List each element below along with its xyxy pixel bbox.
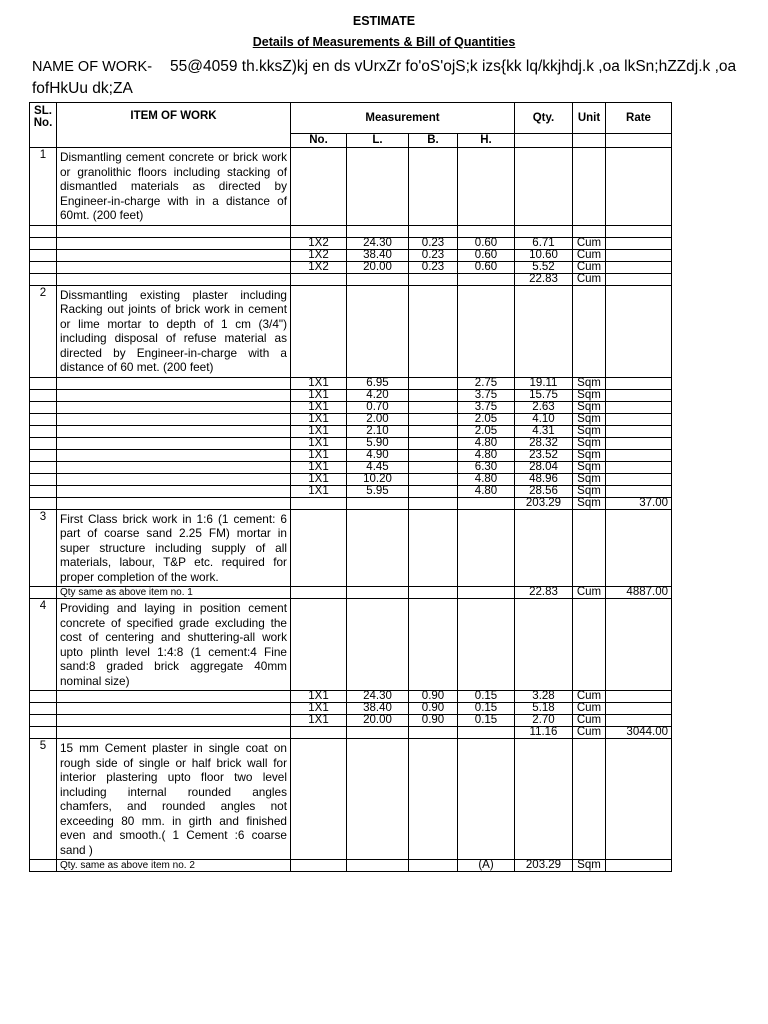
sl-cell: [30, 497, 57, 509]
cell-no: 1X1: [291, 461, 347, 473]
cell-no: 1X1: [291, 389, 347, 401]
empty-cell: [291, 509, 347, 587]
item-cell: [57, 225, 291, 237]
sl-cell: [30, 727, 57, 739]
cell-unit: Cum: [573, 727, 606, 739]
cell-l: 4.90: [347, 449, 409, 461]
cell-b: [409, 225, 458, 237]
measurement-row: [30, 727, 672, 739]
cell-no: 1X1: [291, 449, 347, 461]
cell-rate: [606, 437, 672, 449]
cell-no: [291, 587, 347, 599]
cell-no: [291, 225, 347, 237]
sl-cell: [30, 461, 57, 473]
measurement-row: [30, 413, 672, 425]
cell-h: 2.75: [458, 377, 515, 389]
cell-b: [409, 425, 458, 437]
col-rate: Rate: [606, 103, 672, 134]
cell-b: [409, 485, 458, 497]
cell-b: 0.23: [409, 237, 458, 249]
sl-cell: [30, 377, 57, 389]
measurement-row: [30, 587, 672, 599]
item-cell: [57, 485, 291, 497]
cell-no: 1X1: [291, 425, 347, 437]
cell-b: [409, 473, 458, 485]
cell-l: 24.30: [347, 691, 409, 703]
cell-no: 1X1: [291, 473, 347, 485]
empty-cell: [291, 148, 347, 226]
cell-qty: 5.18: [515, 703, 573, 715]
cell-b: [409, 497, 458, 509]
cell-b: 0.90: [409, 715, 458, 727]
empty-cell: [515, 148, 573, 226]
cell-unit: Cum: [573, 237, 606, 249]
item-sl-no: 2: [30, 285, 57, 377]
cell-no: 1X1: [291, 703, 347, 715]
cell-no: 1X1: [291, 691, 347, 703]
empty-cell: [458, 148, 515, 226]
cell-l: 2.10: [347, 425, 409, 437]
measurement-row: [30, 225, 672, 237]
sl-cell: [30, 437, 57, 449]
empty-cell: [606, 599, 672, 691]
sl-cell: [30, 273, 57, 285]
cell-no: 1X1: [291, 377, 347, 389]
cell-qty: 203.29: [515, 860, 573, 872]
measurement-row: [30, 261, 672, 273]
empty-cell: [606, 739, 672, 860]
name-of-work-value: 55@4059 th.kksZ)kj en ds vUrxZr fo'oS'ojS;k izs{kk lq/kkjhdj.k ,oa lkSn;hZZdj.k ,oa fofHkUu dk;ZA: [32, 58, 737, 97]
cell-rate: [606, 237, 672, 249]
measurement-row: [30, 377, 672, 389]
estimate-table: [29, 102, 672, 872]
col-sl: SL. No.: [30, 103, 57, 148]
item-cell: [57, 461, 291, 473]
cell-h: 0.15: [458, 715, 515, 727]
cell-b: 0.23: [409, 249, 458, 261]
cell-qty: 19.11: [515, 377, 573, 389]
item-cell: [57, 249, 291, 261]
col-rate-sub: [606, 134, 672, 148]
cell-unit: Sqm: [573, 401, 606, 413]
cell-qty: 22.83: [515, 587, 573, 599]
measurement-row: [30, 473, 672, 485]
cell-b: [409, 401, 458, 413]
sl-cell: [30, 237, 57, 249]
cell-h: 2.05: [458, 425, 515, 437]
cell-rate: [606, 413, 672, 425]
cell-l: [347, 497, 409, 509]
cell-b: [409, 461, 458, 473]
page-subtitle: Details of Measurements & Bill of Quantities: [252, 35, 516, 49]
measurement-row: [30, 401, 672, 413]
cell-no: 1X2: [291, 261, 347, 273]
cell-unit: Sqm: [573, 425, 606, 437]
sl-cell: [30, 389, 57, 401]
cell-qty: 23.52: [515, 449, 573, 461]
item-sl-no: 4: [30, 599, 57, 691]
cell-l: 38.40: [347, 249, 409, 261]
sl-cell: [30, 485, 57, 497]
measurement-row: [30, 389, 672, 401]
cell-l: 10.20: [347, 473, 409, 485]
cell-qty: 5.52: [515, 261, 573, 273]
cell-unit: Cum: [573, 249, 606, 261]
cell-qty: 28.04: [515, 461, 573, 473]
cell-h: [458, 587, 515, 599]
sl-cell: [30, 860, 57, 872]
cell-rate: [606, 425, 672, 437]
sl-cell: [30, 401, 57, 413]
cell-l: [347, 273, 409, 285]
cell-l: 24.30: [347, 237, 409, 249]
cell-h: 0.60: [458, 249, 515, 261]
cell-b: 0.90: [409, 703, 458, 715]
cell-no: 1X1: [291, 401, 347, 413]
cell-qty: 10.60: [515, 249, 573, 261]
cell-l: 4.20: [347, 389, 409, 401]
cell-b: [409, 389, 458, 401]
empty-cell: [347, 739, 409, 860]
cell-unit: Cum: [573, 261, 606, 273]
item-sl-no: 1: [30, 148, 57, 226]
empty-cell: [458, 285, 515, 377]
cell-h: [458, 273, 515, 285]
empty-cell: [515, 739, 573, 860]
col-unit: Unit: [573, 103, 606, 134]
item-sl-no: 3: [30, 509, 57, 587]
empty-cell: [291, 285, 347, 377]
sl-cell: [30, 249, 57, 261]
item-cell: [57, 437, 291, 449]
item-row: [30, 509, 672, 587]
cell-qty: 203.29: [515, 497, 573, 509]
item-cell: [57, 425, 291, 437]
cell-h: 6.30: [458, 461, 515, 473]
cell-l: 5.90: [347, 437, 409, 449]
cell-rate: [606, 377, 672, 389]
cell-rate: [606, 449, 672, 461]
measurement-row: [30, 497, 672, 509]
item-description: Dismantling cement concrete or brick work or granolithic floors including stacking of dismantled materials as directed by Engineer-in-charge with in a distance of 60mt. (200 feet): [57, 148, 291, 226]
cell-l: 6.95: [347, 377, 409, 389]
empty-cell: [409, 285, 458, 377]
cell-rate: [606, 860, 672, 872]
col-unit-sub: [573, 134, 606, 148]
cell-l: [347, 727, 409, 739]
measurement-row: [30, 249, 672, 261]
cell-rate: [606, 273, 672, 285]
item-cell: [57, 273, 291, 285]
empty-cell: [347, 599, 409, 691]
name-of-work: [32, 56, 742, 100]
cell-unit: Sqm: [573, 485, 606, 497]
empty-cell: [606, 148, 672, 226]
item-note: Qty same as above item no. 1: [57, 587, 291, 599]
item-cell: [57, 377, 291, 389]
cell-no: [291, 497, 347, 509]
measurement-row: [30, 437, 672, 449]
sl-cell: [30, 425, 57, 437]
sl-cell: [30, 715, 57, 727]
cell-h: 0.60: [458, 261, 515, 273]
cell-no: 1X1: [291, 715, 347, 727]
cell-h: [458, 727, 515, 739]
col-h: H.: [458, 134, 515, 148]
sl-cell: [30, 587, 57, 599]
cell-qty: 11.16: [515, 727, 573, 739]
empty-cell: [573, 148, 606, 226]
cell-unit: Sqm: [573, 389, 606, 401]
col-l: L.: [347, 134, 409, 148]
cell-qty: 15.75: [515, 389, 573, 401]
empty-cell: [409, 599, 458, 691]
cell-l: 0.70: [347, 401, 409, 413]
item-cell: [57, 497, 291, 509]
cell-no: [291, 273, 347, 285]
cell-no: 1X2: [291, 249, 347, 261]
cell-l: 5.95: [347, 485, 409, 497]
cell-rate: [606, 715, 672, 727]
item-row: [30, 599, 672, 691]
cell-h: 3.75: [458, 389, 515, 401]
col-b: B.: [409, 134, 458, 148]
cell-no: [291, 727, 347, 739]
cell-unit: Sqm: [573, 377, 606, 389]
sl-cell: [30, 473, 57, 485]
measurement-row: [30, 703, 672, 715]
item-description: 15 mm Cement plaster in single coat on rough side of single or half brick wall for interior plastering upto floor two level including internal rounded angles chamfers, and rounded angles not exceeding 80 mm. in girth and finished even and smooth.( 1 Cement :6 coarse sand ): [57, 739, 291, 860]
cell-b: [409, 273, 458, 285]
cell-unit: Sqm: [573, 437, 606, 449]
item-cell: [57, 691, 291, 703]
sl-cell: [30, 413, 57, 425]
cell-unit: Sqm: [573, 449, 606, 461]
item-cell: [57, 413, 291, 425]
cell-qty: 3.28: [515, 691, 573, 703]
cell-rate: [606, 261, 672, 273]
cell-h: 4.80: [458, 449, 515, 461]
item-cell: [57, 401, 291, 413]
item-description: First Class brick work in 1:6 (1 cement: 6 part of coarse sand 2.25 FM) mortar in super structure including supply of all materials, labour, T&P etc. required for proper completion of the work.: [57, 509, 291, 587]
empty-cell: [606, 509, 672, 587]
item-row: [30, 739, 672, 860]
cell-b: [409, 413, 458, 425]
empty-cell: [458, 739, 515, 860]
cell-rate: 4887.00: [606, 587, 672, 599]
cell-l: 4.45: [347, 461, 409, 473]
cell-h: 4.80: [458, 485, 515, 497]
empty-cell: [515, 599, 573, 691]
item-cell: [57, 715, 291, 727]
cell-no: 1X1: [291, 413, 347, 425]
cell-unit: Sqm: [573, 473, 606, 485]
cell-unit: Sqm: [573, 461, 606, 473]
cell-h: 4.80: [458, 437, 515, 449]
empty-cell: [573, 739, 606, 860]
cell-qty: 28.56: [515, 485, 573, 497]
measurement-row: [30, 273, 672, 285]
cell-h: 3.75: [458, 401, 515, 413]
cell-b: [409, 860, 458, 872]
cell-no: [291, 860, 347, 872]
cell-rate: [606, 225, 672, 237]
empty-cell: [573, 599, 606, 691]
empty-cell: [573, 285, 606, 377]
item-cell: [57, 703, 291, 715]
cell-l: 38.40: [347, 703, 409, 715]
cell-unit: Sqm: [573, 860, 606, 872]
item-description: Providing and laying in position cement concrete of specified grade excluding the cost of centering and shuttering-all work upto plinth level 1:4:8 (1 cement:4 Fine sand:8 graded brick aggregate 40mm nominal size): [57, 599, 291, 691]
item-row: [30, 285, 672, 377]
item-description: Dissmantling existing plaster including Racking out joints of brick work in cement or lime mortar to depth of 1 cm (3/4") including disposal of refuse material as directed by Engineer-in-charge with a distance of 60 met. (200 feet): [57, 285, 291, 377]
cell-no: 1X2: [291, 237, 347, 249]
measurement-row: [30, 461, 672, 473]
cell-unit: Sqm: [573, 413, 606, 425]
measurement-row: [30, 715, 672, 727]
cell-h: 0.15: [458, 691, 515, 703]
cell-unit: Cum: [573, 691, 606, 703]
cell-l: [347, 225, 409, 237]
empty-cell: [606, 285, 672, 377]
empty-cell: [291, 739, 347, 860]
cell-unit: [573, 225, 606, 237]
cell-l: 2.00: [347, 413, 409, 425]
cell-h: [458, 497, 515, 509]
cell-l: 20.00: [347, 715, 409, 727]
cell-l: [347, 860, 409, 872]
cell-qty: 4.10: [515, 413, 573, 425]
col-qty-sub: [515, 134, 573, 148]
empty-cell: [291, 599, 347, 691]
cell-rate: [606, 473, 672, 485]
cell-qty: 6.71: [515, 237, 573, 249]
measurement-row: [30, 425, 672, 437]
empty-cell: [458, 599, 515, 691]
measurement-row: [30, 860, 672, 872]
cell-rate: 37.00: [606, 497, 672, 509]
cell-qty: 4.31: [515, 425, 573, 437]
item-sl-no: 5: [30, 739, 57, 860]
cell-rate: [606, 249, 672, 261]
cell-unit: Cum: [573, 703, 606, 715]
cell-rate: [606, 461, 672, 473]
cell-l: [347, 587, 409, 599]
col-qty: Qty.: [515, 103, 573, 134]
empty-cell: [515, 285, 573, 377]
item-cell: [57, 449, 291, 461]
cell-b: [409, 377, 458, 389]
empty-cell: [515, 509, 573, 587]
cell-h: (A): [458, 860, 515, 872]
col-item-of-work: ITEM OF WORK: [57, 103, 291, 148]
empty-cell: [347, 509, 409, 587]
cell-l: 20.00: [347, 261, 409, 273]
cell-h: 4.80: [458, 473, 515, 485]
sl-cell: [30, 261, 57, 273]
sl-cell: [30, 691, 57, 703]
item-row: [30, 148, 672, 226]
sl-cell: [30, 449, 57, 461]
item-cell: [57, 261, 291, 273]
col-measurement: Measurement: [291, 103, 515, 134]
item-cell: [57, 473, 291, 485]
sl-cell: [30, 703, 57, 715]
empty-cell: [573, 509, 606, 587]
col-no: No.: [291, 134, 347, 148]
measurement-row: [30, 485, 672, 497]
cell-h: 2.05: [458, 413, 515, 425]
cell-qty: [515, 225, 573, 237]
cell-h: 0.15: [458, 703, 515, 715]
cell-rate: 3044.00: [606, 727, 672, 739]
item-cell: [57, 727, 291, 739]
measurement-row: [30, 449, 672, 461]
cell-b: [409, 449, 458, 461]
cell-rate: [606, 401, 672, 413]
cell-rate: [606, 389, 672, 401]
cell-b: [409, 727, 458, 739]
sl-cell: [30, 225, 57, 237]
item-note: Qty. same as above item no. 2: [57, 860, 291, 872]
empty-cell: [409, 739, 458, 860]
page-title: ESTIMATE: [352, 14, 416, 28]
cell-b: 0.90: [409, 691, 458, 703]
cell-qty: 2.63: [515, 401, 573, 413]
cell-b: 0.23: [409, 261, 458, 273]
cell-qty: 48.96: [515, 473, 573, 485]
cell-unit: Cum: [573, 715, 606, 727]
cell-unit: Cum: [573, 273, 606, 285]
item-cell: [57, 237, 291, 249]
cell-b: [409, 587, 458, 599]
cell-qty: 28.32: [515, 437, 573, 449]
measurement-row: [30, 237, 672, 249]
empty-cell: [347, 148, 409, 226]
cell-rate: [606, 703, 672, 715]
empty-cell: [458, 509, 515, 587]
item-cell: [57, 389, 291, 401]
cell-qty: 22.83: [515, 273, 573, 285]
cell-rate: [606, 691, 672, 703]
cell-b: [409, 437, 458, 449]
empty-cell: [409, 148, 458, 226]
cell-rate: [606, 485, 672, 497]
cell-unit: Cum: [573, 587, 606, 599]
estimate-table-body: [30, 103, 672, 872]
cell-h: [458, 225, 515, 237]
cell-h: 0.60: [458, 237, 515, 249]
cell-no: 1X1: [291, 485, 347, 497]
name-of-work-label: NAME OF WORK-: [32, 59, 153, 75]
cell-no: 1X1: [291, 437, 347, 449]
cell-qty: 2.70: [515, 715, 573, 727]
empty-cell: [347, 285, 409, 377]
cell-unit: Sqm: [573, 497, 606, 509]
header-row-1: [30, 103, 672, 134]
measurement-row: [30, 691, 672, 703]
empty-cell: [409, 509, 458, 587]
